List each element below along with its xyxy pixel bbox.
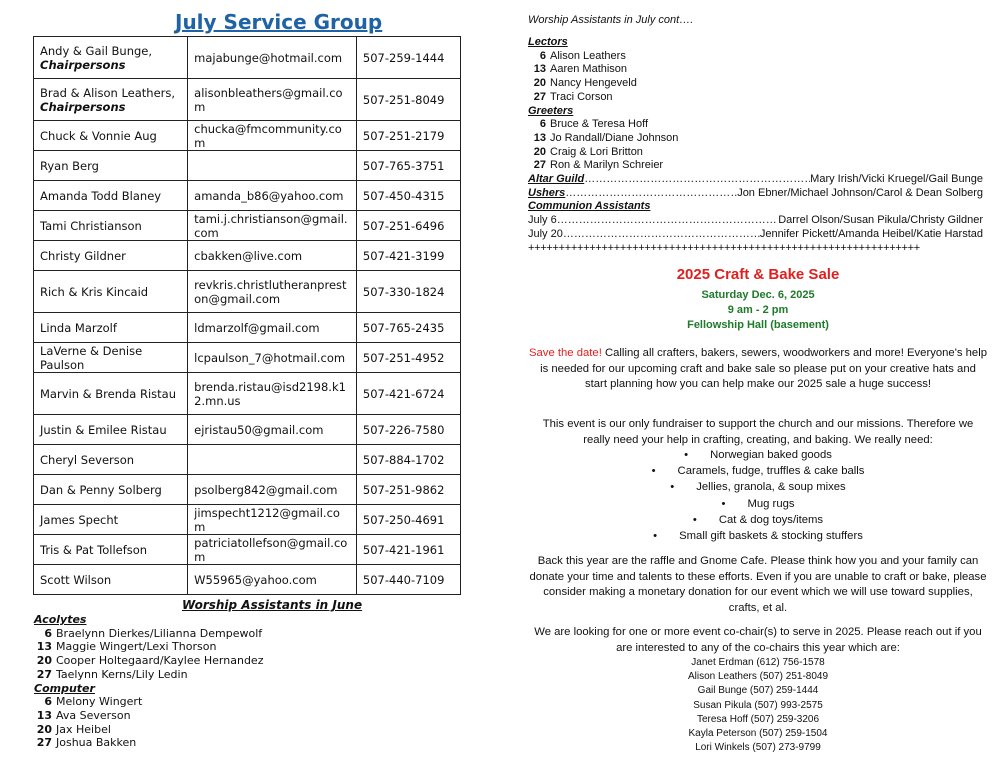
day-number: 6 [539,49,546,62]
table-row [34,241,461,271]
sale-date: Saturday Dec. 6, 2025 [701,289,815,301]
member-phone: 507-251-6496 [356,211,460,241]
member-phone: 507-765-2435 [356,313,460,343]
member-phone: 507-765-3751 [356,151,460,181]
page-title: July Service Group [175,10,383,34]
needs-item [528,496,988,512]
assignee: Maggie Wingert/Lexi Thorson [56,640,217,654]
bullet-icon: • [651,465,656,478]
member-email: W55965@yahoo.com [188,565,357,595]
member-name-cell [34,475,188,505]
fundraiser-paragraph: This event is our only fundraiser to support the church and our missions. Therefore we really need your help in crafting, creating, and baking. We really need: [542,418,974,446]
list-item [34,736,263,750]
member-name: Andy & Gail Bunge, [40,43,153,58]
cochair-contact: Alison Leathers (507) 251-8049 [687,671,829,683]
member-role: Chairpersons [40,99,126,114]
raffle-paragraph: Back this year are the raffle and Gnome Cafe. Please think how you and your family can donate your time and talents to these efforts. Even if you are unable to craft or bake, please consider making a monetary donation for our event which we will use toward supplies, crafts, et al. [529,555,987,614]
member-name-cell [34,241,188,271]
table-row [34,37,461,79]
member-name-cell [34,79,188,121]
cochair-contact: Janet Erdman (612) 756-1578 [691,657,825,668]
member-email: lcpaulson_7@hotmail.com [188,343,357,373]
member-email [188,151,357,181]
member-name: Christy Gildner [40,248,126,263]
member-email: alisonbleathers@gmail.com [188,79,357,121]
member-email [188,445,357,475]
day-number: 13 [36,640,52,654]
assignee: Jax Heibel [56,722,111,736]
cochair-contact: Kayla Peterson (507) 259-1504 [688,728,828,740]
member-name-cell [34,505,188,535]
member-phone: 507-440-7109 [356,565,460,595]
member-name-cell [34,37,188,79]
assignee: Traci Corson [550,90,613,103]
member-phone: 507-251-9862 [356,475,460,505]
member-phone: 507-251-4952 [356,343,460,373]
table-row [34,373,461,415]
ushers-row [528,187,983,201]
member-name-cell [34,211,188,241]
member-email: psolberg842@gmail.com [188,475,357,505]
member-phone: 507-884-1702 [356,445,460,475]
member-name-cell [34,343,188,373]
july-assistants-heading: Worship Assistants in July cont…. [528,14,694,26]
day-number: 20 [36,654,52,668]
acolytes-heading: Acolytes [34,613,87,626]
communion-names-1: Darrel Olson/Susan Pikula/Christy Gildner [778,214,983,227]
member-email: patriciatollefson@gmail.com [188,535,357,565]
day-number: 13 [36,708,52,722]
member-name-cell [34,373,188,415]
table-row [34,415,461,445]
member-name-cell [34,535,188,565]
member-phone: 507-251-2179 [356,121,460,151]
cochair-contact: Teresa Hoff (507) 259-3206 [696,713,820,725]
member-email: majabunge@hotmail.com [188,37,357,79]
list-item [528,146,983,160]
lectors-heading: Lectors [528,36,568,48]
member-phone: 507-250-4691 [356,505,460,535]
member-name: Brad & Alison Leathers, [40,85,176,100]
altar-guild-label: Altar Guild [528,173,585,186]
day-number: 27 [533,90,546,103]
ushers-label: Ushers [528,186,566,199]
table-row [34,79,461,121]
member-name-cell [34,415,188,445]
altar-guild-names: Mary Irish/Vicki Kruegel/Gail Bunge [810,173,983,186]
member-phone: 507-226-7580 [356,415,460,445]
needs-text: Small gift baskets & stocking stuffers [679,530,863,543]
communion-names-2: Jennifer Pickett/Amanda Heibel/Katie Harstad [759,227,983,240]
member-email: ldmarzolf@gmail.com [188,313,357,343]
day-number: 27 [36,667,52,681]
member-email: revkris.christlutheranpreston@gmail.com [188,271,357,313]
table-row [34,565,461,595]
member-name: Linda Marzolf [40,320,117,335]
member-email: tami.j.christianson@gmail.com [188,211,357,241]
sale-intro-text: Calling all crafters, bakers, sewers, woodworkers and more! Everyone's help is needed for our upcoming craft and bake sale so please put on your creative hats and start planning how you can help make our 2025 sale a huge success! [540,347,988,390]
sale-intro-paragraph [528,346,988,393]
day-number: 6 [539,118,546,131]
list-item [34,709,263,723]
list-item [528,63,983,77]
assignee: Joshua Bakken [56,736,137,750]
member-name: Dan & Penny Solberg [40,482,162,497]
table-row [34,151,461,181]
greeters-heading: Greeters [528,104,574,117]
table-row [34,505,461,535]
member-name: Scott Wilson [40,572,112,587]
july-assistants-list [528,36,983,242]
communion-heading: Communion Assistants [528,200,651,213]
assignee: Bruce & Teresa Hoff [550,118,649,131]
bullet-icon: • [721,497,726,510]
bullet-icon: • [692,513,697,526]
june-assistants-heading: Worship Assistants in June [182,598,363,612]
sale-location: Fellowship Hall (basement) [687,319,829,331]
needs-item [528,512,988,528]
cochair-paragraph: We are looking for one or more event co-chair(s) to serve in 2025. Please reach out if you are interested to any of the co-chairs this year which are: [534,626,982,654]
save-the-date: Save the date! [528,347,602,359]
list-item [34,640,263,654]
day-number: 20 [533,145,546,158]
needs-text: Norwegian baked goods [710,449,832,461]
ushers-names: Jon Ebner/Michael Johnson/Carol & Dean Solberg [737,186,983,199]
member-name-cell [34,271,188,313]
member-name: Tami Christianson [40,218,142,233]
member-role: Chairpersons [40,57,126,72]
needs-text: Mug rugs [747,497,795,510]
communion-row-2 [528,228,983,242]
member-phone: 507-421-3199 [356,241,460,271]
needs-item [528,447,988,463]
member-name: Chuck & Vonnie Aug [40,128,157,143]
assignee: Ava Severson [56,708,131,722]
member-phone: 507-259-1444 [356,37,460,79]
assignee: Taelynn Kerns/Lily Ledin [56,667,188,681]
needs-text: Jellies, granola, & soup mixes [696,481,846,494]
table-row [34,445,461,475]
altar-guild-row [528,173,983,187]
list-item [34,695,263,709]
leader-dots [565,187,737,201]
day-number: 20 [533,77,546,90]
day-number: 6 [44,695,52,709]
member-name-cell [34,445,188,475]
list-item [528,159,983,173]
table-row [34,343,461,373]
table-row [34,535,461,565]
june-assistants-list [34,613,263,750]
member-email: cbakken@live.com [188,241,357,271]
table-row [34,181,461,211]
day-number: 20 [36,722,52,736]
member-phone: 507-421-1961 [356,535,460,565]
list-item [528,118,983,132]
member-name: Marvin & Brenda Ristau [40,386,177,401]
list-item [34,627,263,641]
list-item [34,654,263,668]
assignee: Aaren Mathison [550,63,628,76]
day-number: 27 [36,736,52,750]
member-name: LaVerne & Denise Paulson [40,343,143,372]
member-email: amanda_b86@yahoo.com [188,181,357,211]
assignee: Nancy Hengeveld [550,77,637,90]
assignee: Alison Leathers [550,49,626,62]
list-item [528,50,983,64]
divider-line: ++++++++++++++++++++++++++++++++++++++++++++++++++++++++++++++++ [528,242,920,254]
service-group-table [33,36,461,595]
list-item [34,668,263,682]
member-name: James Specht [40,512,119,527]
needs-list [528,447,988,544]
day-number: 13 [533,63,546,76]
member-name: Justin & Emilee Ristau [40,422,167,437]
needs-text: Cat & dog toys/items [718,513,824,526]
cochair-contacts [528,656,988,755]
member-phone: 507-251-8049 [356,79,460,121]
day-number: 13 [533,131,546,144]
member-phone: 507-450-4315 [356,181,460,211]
member-email: ejristau50@gmail.com [188,415,357,445]
day-number: 6 [44,626,52,640]
needs-item [528,463,988,479]
needs-item [528,528,988,544]
assignee: Melony Wingert [56,695,143,709]
needs-item [528,479,988,495]
member-email: brenda.ristau@isd2198.k12.mn.us [188,373,357,415]
table-row [34,121,461,151]
member-name-cell [34,151,188,181]
computer-heading: Computer [34,681,95,695]
member-name-cell [34,121,188,151]
assignee: Ron & Marilyn Schreier [550,159,664,172]
assignee: Braelynn Dierkes/Lilianna Dempewolf [56,626,263,640]
member-name: Cheryl Severson [40,452,135,467]
list-item [34,723,263,737]
list-item [528,77,983,91]
assignee: Craig & Lori Britton [550,145,643,158]
bullet-icon: • [684,449,689,461]
bullet-icon: • [670,481,675,494]
needs-text: Caramels, fudge, truffles & cake balls [677,465,865,478]
cochair-contact: Gail Bunge (507) 259-1444 [697,685,819,697]
sale-time: 9 am - 2 pm [727,304,789,316]
member-email: chucka@fmcommunity.com [188,121,357,151]
member-name: Amanda Todd Blaney [40,188,162,203]
table-row [34,475,461,505]
table-row [34,211,461,241]
member-name-cell [34,565,188,595]
member-name-cell [34,181,188,211]
member-name: Tris & Pat Tollefson [40,542,148,557]
table-row [34,313,461,343]
leader-dots [563,228,760,242]
member-email: jimspecht1212@gmail.com [188,505,357,535]
day-number: 27 [533,159,546,172]
member-name-cell [34,313,188,343]
list-item [528,91,983,105]
member-name: Rich & Kris Kincaid [40,284,149,299]
cochair-contact: Susan Pikula (507) 993-2575 [693,699,823,711]
communion-date-2: July 20 [528,227,563,240]
leader-dots [557,214,778,228]
assignee: Cooper Holtegaard/Kaylee Hernandez [56,654,264,668]
table-row [34,271,461,313]
sale-title: 2025 Craft & Bake Sale [676,266,840,283]
bullet-icon: • [653,530,658,543]
assignee: Jo Randall/Diane Johnson [550,131,679,144]
leader-dots [584,173,810,187]
member-name: Ryan Berg [40,158,99,173]
communion-date-1: July 6 [528,214,557,227]
communion-row-1 [528,214,983,228]
member-phone: 507-330-1824 [356,271,460,313]
list-item [528,132,983,146]
cochair-contact: Lori Winkels (507) 273-9799 [695,742,821,754]
member-phone: 507-421-6724 [356,373,460,415]
